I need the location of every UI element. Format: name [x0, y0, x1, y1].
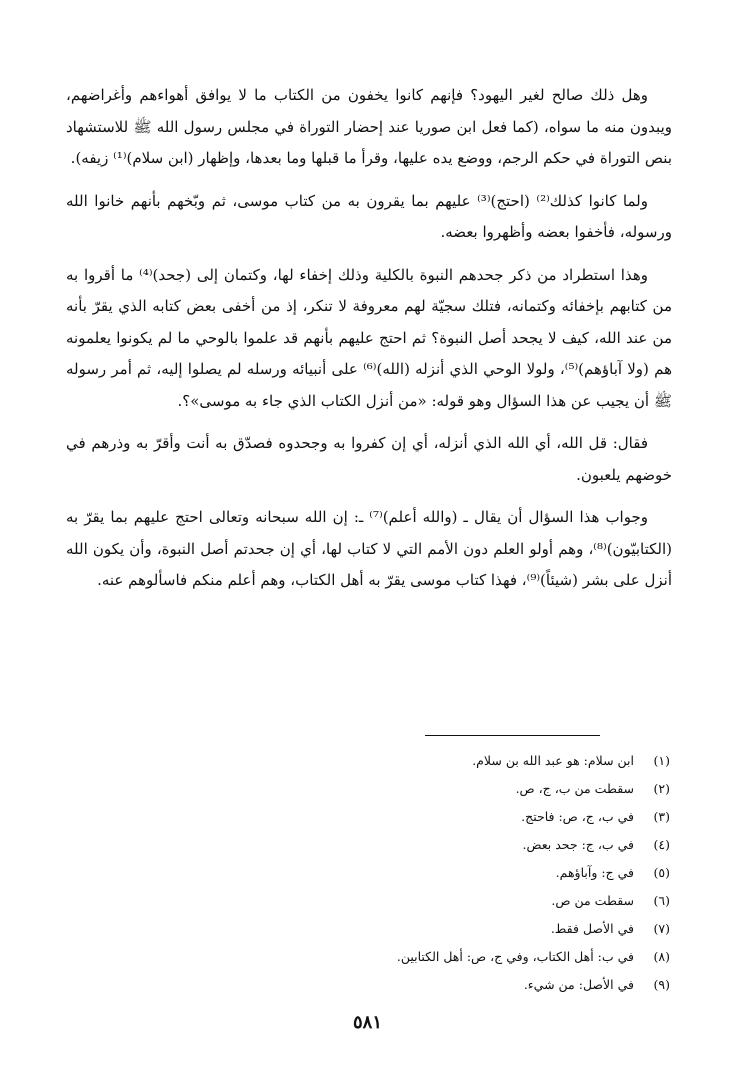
footnote-1 [300, 747, 670, 775]
footnote-separator [425, 735, 600, 736]
footnote-6 [300, 887, 670, 915]
paragraph-2: ولما كانوا كذلك⁽²⁾ (احتج)⁽³⁾ عليهم بما يقرون به من كتاب موسى، ثم وبّخهم بأنهم خانوا الله ورسوله، فأخفوا بعضه وأظهروا بعضه. [66, 191, 672, 241]
footnote-text: في الأصل: من شيء. [523, 977, 634, 992]
paragraph-3: وهذا استطراد من ذكر جحدهم النبوة بالكلية وذلك إخفاء لها، وكتمان إلى (جحد)⁽⁴⁾ ما أقروا به من كتابهم بإخفائه وكتمانه، فتلك سجيّة لهم معروفة لا تنكر، إذ من أخفى بعض كتابه الذي يقرّ بأنه من عند الله، كيف لا يجحد أصل النبوة؟ ثم احتج عليهم بأنهم قد علموا بالوحي ما لم يكونوا يعلمونه هم (ولا آباؤهم)⁽⁵⁾، ولولا الوحي الذي أنزله (الله)⁽⁶⁾ على أنبيائه ورسله لم يصلوا إليه، ثم أمر رسوله ﷺ أن يجيب عن هذا السؤال وهو قوله: «من أنزل الكتاب الذي جاء به موسى»؟. [66, 265, 672, 410]
paragraph-1: وهل ذلك صالح لغير اليهود؟ فإنهم كانوا يخفون من الكتاب ما لا يوافق أهواءهم وأغراضهم، ويبدون منه ما سواه، (كما فعل ابن صوريا عند إحضار التوراة في مجلس رسول الله ﷺ للاستشهاد بنص التوراة في حكم الرجم، ووضع يده عليها، وقرأ ما قبلها وما بعدها، وإظهار (ابن سلام)⁽¹⁾ زيفه). [66, 86, 672, 167]
footnote-7 [300, 915, 670, 943]
footnote-text: في ب، ج، ص: فاحتج. [521, 809, 634, 824]
footnote-number: (٥) [653, 865, 670, 880]
footnote-number: (٧) [653, 921, 670, 936]
footnotes [300, 747, 670, 999]
footnote-number: (١) [653, 753, 670, 768]
footnote-text: سقطت من ص. [551, 893, 634, 908]
main-text [66, 80, 672, 608]
footnote-number: (٢) [653, 781, 670, 796]
footnote-4 [300, 831, 670, 859]
footnote-text: في الأصل فقط. [550, 921, 634, 936]
footnote-5 [300, 859, 670, 887]
footnote-text: في ب، ج: جحد بعض. [522, 837, 634, 852]
paragraph-5: وجواب هذا السؤال أن يقال ـ (والله أعلم)⁽⁷⁾ ـ: إن الله سبحانه وتعالى احتج عليهم بما يقرّ به (الكتابيّون)⁽⁸⁾، وهم أولو العلم دون الأمم التي لا كتاب لها، أي إن جحدتم أصل النبوة، وأن يكون الله أنزل على بشر (شيئاً)⁽⁹⁾، فهذا كتاب موسى يقرّ به أهل الكتاب، وهم أعلم منكم فاسألوهم عنه. [66, 508, 672, 589]
footnote-8 [300, 943, 670, 971]
footnote-number: (٣) [653, 809, 670, 824]
footnote-text: سقطت من ب، ج، ص. [515, 781, 634, 796]
footnote-9 [300, 971, 670, 999]
footnote-3 [300, 803, 670, 831]
footnote-text: في ب: أهل الكتاب، وفي ج، ص: أهل الكتابين. [396, 949, 634, 964]
footnote-text: في ج: وآباؤهم. [555, 865, 634, 880]
footnote-number: (٨) [653, 949, 670, 964]
paragraph-4: فقال: قل الله، أي الله الذي أنزله، أي إن كفروا به وجحدوه فصدّق به أنت وأقرّ به وذرهم في خوضهم يلعبون. [66, 434, 672, 484]
footnote-2 [300, 775, 670, 803]
footnote-number: (٤) [653, 837, 670, 852]
footnote-text: ابن سلام: هو عبد الله بن سلام. [472, 753, 634, 768]
footnote-number: (٩) [653, 977, 670, 992]
footnote-number: (٦) [653, 893, 670, 908]
page-number: ٥٨١ [352, 1012, 382, 1033]
